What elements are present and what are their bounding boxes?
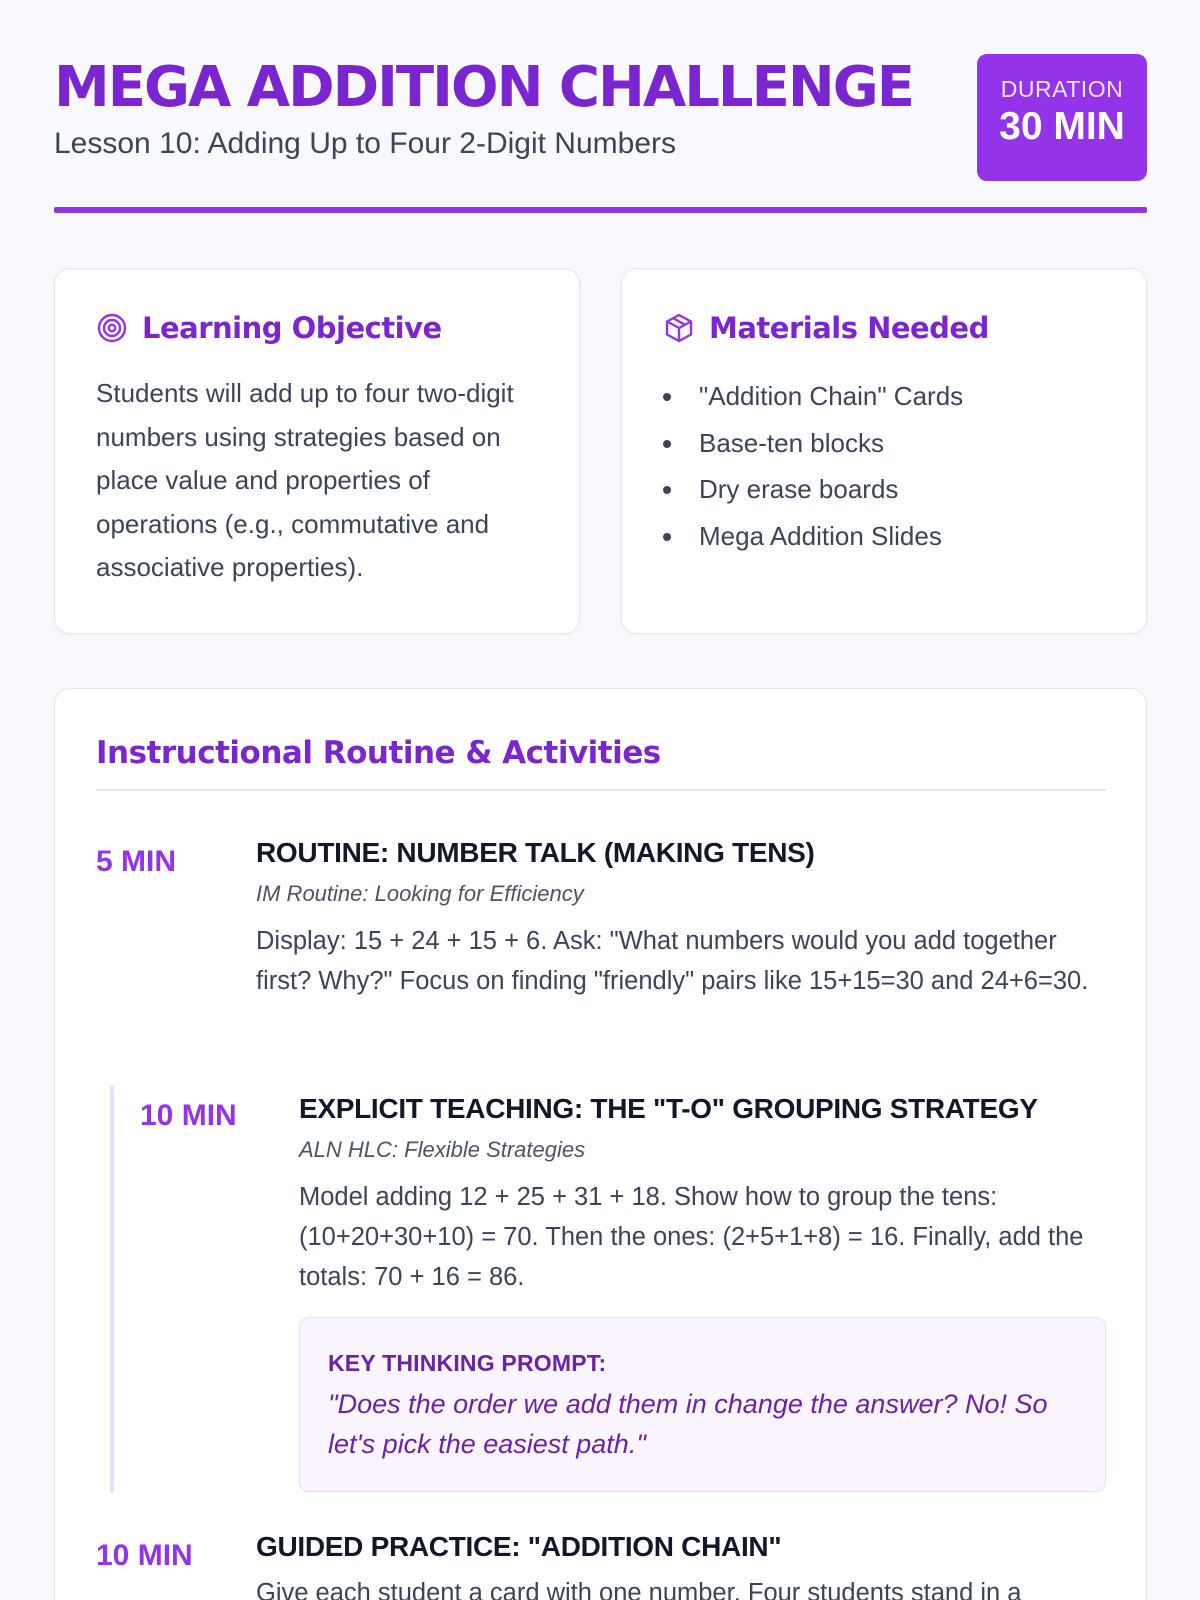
list-item bbox=[663, 420, 963, 467]
routine-divider bbox=[96, 789, 1106, 791]
step-title: GUIDED PRACTICE: "ADDITION CHAIN" bbox=[256, 1531, 782, 1562]
material-label: Dry erase boards bbox=[699, 474, 899, 504]
header-divider bbox=[54, 207, 1147, 213]
routine-step-explicit-teaching bbox=[96, 1085, 1106, 1495]
objective-header bbox=[96, 311, 442, 345]
routine-title: Instructional Routine & Activities bbox=[96, 735, 661, 771]
material-label: Mega Addition Slides bbox=[699, 520, 942, 551]
step-accent-bar bbox=[110, 1085, 114, 1493]
prompt-label: KEY THINKING PROMPT: bbox=[328, 1350, 607, 1376]
materials-list bbox=[663, 373, 963, 559]
material-label: Base-ten blocks bbox=[699, 427, 884, 458]
box-icon bbox=[663, 312, 695, 344]
objective-title: Learning Objective bbox=[142, 311, 442, 345]
list-item bbox=[663, 373, 963, 420]
learning-objective-card bbox=[54, 268, 580, 634]
header bbox=[54, 0, 1147, 215]
lesson-plan-page bbox=[54, 0, 1147, 1600]
materials-header bbox=[663, 311, 989, 345]
step-time: 10 MIN bbox=[140, 1099, 237, 1132]
material-label: "Addition Chain" Cards bbox=[699, 381, 964, 411]
objective-text: Students will add up to four two-digit numbers using strategies based on place value and properties of operations (e.g., commutative and associative properties). bbox=[96, 378, 514, 582]
materials-title: Materials Needed bbox=[709, 311, 989, 345]
bullet bbox=[663, 393, 671, 401]
routine-section bbox=[54, 688, 1147, 1600]
key-thinking-prompt bbox=[299, 1317, 1106, 1492]
step-description: Give each student a card with one number. Four students stand in a bbox=[256, 1579, 1022, 1600]
step-time: 10 MIN bbox=[96, 1539, 193, 1572]
lesson-subtitle: Lesson 10: Adding Up to Four 2-Digit Numbers bbox=[54, 127, 676, 160]
bullet bbox=[663, 533, 671, 541]
list-item bbox=[663, 513, 963, 560]
step-description: Display: 15 + 24 + 15 + 6. Ask: "What numbers would you add together first? Why?" Focus on finding "friendly" pairs like 15+15=30 and 24+6=30. bbox=[256, 927, 1089, 995]
duration-badge bbox=[977, 54, 1147, 181]
bullet bbox=[663, 486, 671, 494]
page-title: MEGA ADDITION CHALLENGE bbox=[54, 55, 913, 120]
step-description: Model adding 12 + 25 + 31 + 18. Show how to group the tens: (10+20+30+10) = 70. Then the ones: (2+5+1+8) = 16. Finally, add the totals: 70 + 16 = 86. bbox=[299, 1183, 1084, 1291]
step-routine-tag: ALN HLC: Flexible Strategies bbox=[299, 1137, 586, 1162]
duration-label: DURATION bbox=[1000, 76, 1124, 102]
list-item bbox=[663, 466, 963, 513]
bullet bbox=[663, 440, 671, 448]
routine-step-guided-practice bbox=[96, 1531, 1106, 1600]
routine-step-number-talk bbox=[96, 837, 1106, 1037]
target-icon bbox=[96, 312, 128, 344]
step-title: ROUTINE: NUMBER TALK (MAKING TENS) bbox=[256, 837, 815, 868]
materials-card bbox=[621, 268, 1147, 634]
duration-value: 30 MIN bbox=[999, 105, 1125, 148]
step-time: 5 MIN bbox=[96, 845, 177, 878]
step-title: EXPLICIT TEACHING: THE "T-O" GROUPING STRATEGY bbox=[299, 1093, 1038, 1124]
info-cards bbox=[54, 268, 1147, 634]
prompt-text: "Does the order we add them in change the answer? No! So let's pick the easiest path." bbox=[328, 1389, 1048, 1459]
step-routine-tag: IM Routine: Looking for Efficiency bbox=[256, 881, 584, 906]
